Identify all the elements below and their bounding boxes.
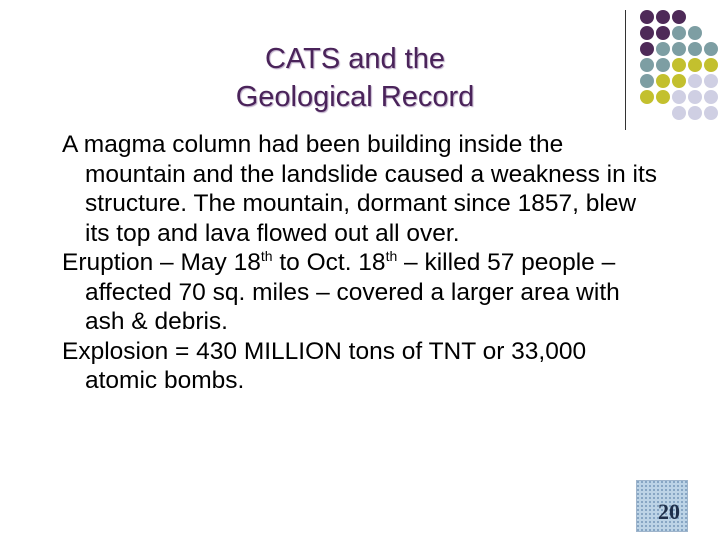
dot-grey bbox=[672, 106, 686, 120]
dot-yellow bbox=[704, 58, 718, 72]
paragraph-magma: A magma column had been building inside the mountain and the landslide caused a weakness in its structure. The mountain, dormant since 1857, blew its top and lava flowed out all over. bbox=[62, 131, 658, 247]
dot-purple bbox=[640, 42, 654, 56]
paragraph-eruption bbox=[62, 248, 662, 337]
dot-teal bbox=[656, 42, 670, 56]
dot-purple bbox=[656, 26, 670, 40]
dot-grey bbox=[688, 74, 702, 88]
paragraph-explosion: Explosion = 430 MILLION tons of TNT or 33,000 atomic bombs. bbox=[62, 337, 587, 394]
dot-yellow bbox=[672, 58, 686, 72]
dot-teal bbox=[704, 42, 718, 56]
dot-yellow bbox=[656, 74, 670, 88]
dot-grey bbox=[672, 90, 686, 104]
title-line-1: CATS and the bbox=[264, 43, 445, 75]
dot-yellow bbox=[640, 90, 654, 104]
dot-yellow bbox=[656, 90, 670, 104]
superscript-th: th bbox=[260, 247, 273, 264]
dot-grey bbox=[688, 106, 702, 120]
dot-teal bbox=[656, 58, 670, 72]
eruption-text-part: to Oct. 18 bbox=[272, 249, 386, 276]
dot-purple bbox=[672, 10, 686, 24]
dot-teal bbox=[688, 26, 702, 40]
eruption-text-part: – killed 57 people – affected 70 sq. miles – covered a larger area with ash & debris. bbox=[85, 249, 620, 335]
dot-purple bbox=[640, 10, 654, 24]
divider-line bbox=[625, 10, 626, 130]
dot-teal bbox=[688, 42, 702, 56]
superscript-th: th bbox=[385, 247, 398, 264]
slide-body bbox=[62, 130, 662, 396]
dot-teal bbox=[640, 74, 654, 88]
decorative-dot-grid bbox=[636, 8, 720, 124]
dot-purple bbox=[640, 26, 654, 40]
dot-teal bbox=[640, 58, 654, 72]
dot-teal bbox=[672, 26, 686, 40]
dot-yellow bbox=[672, 74, 686, 88]
dot-grey bbox=[704, 90, 718, 104]
slide-number: 20 bbox=[636, 480, 688, 532]
dot-yellow bbox=[688, 58, 702, 72]
eruption-text-part: Eruption – May 18 bbox=[62, 249, 261, 276]
dot-grey bbox=[704, 106, 718, 120]
dot-grey bbox=[688, 90, 702, 104]
dot-grey bbox=[704, 74, 718, 88]
dot-purple bbox=[656, 10, 670, 24]
slide-title bbox=[150, 40, 560, 116]
dot-teal bbox=[672, 42, 686, 56]
title-line-2: Geological Record bbox=[235, 81, 475, 113]
